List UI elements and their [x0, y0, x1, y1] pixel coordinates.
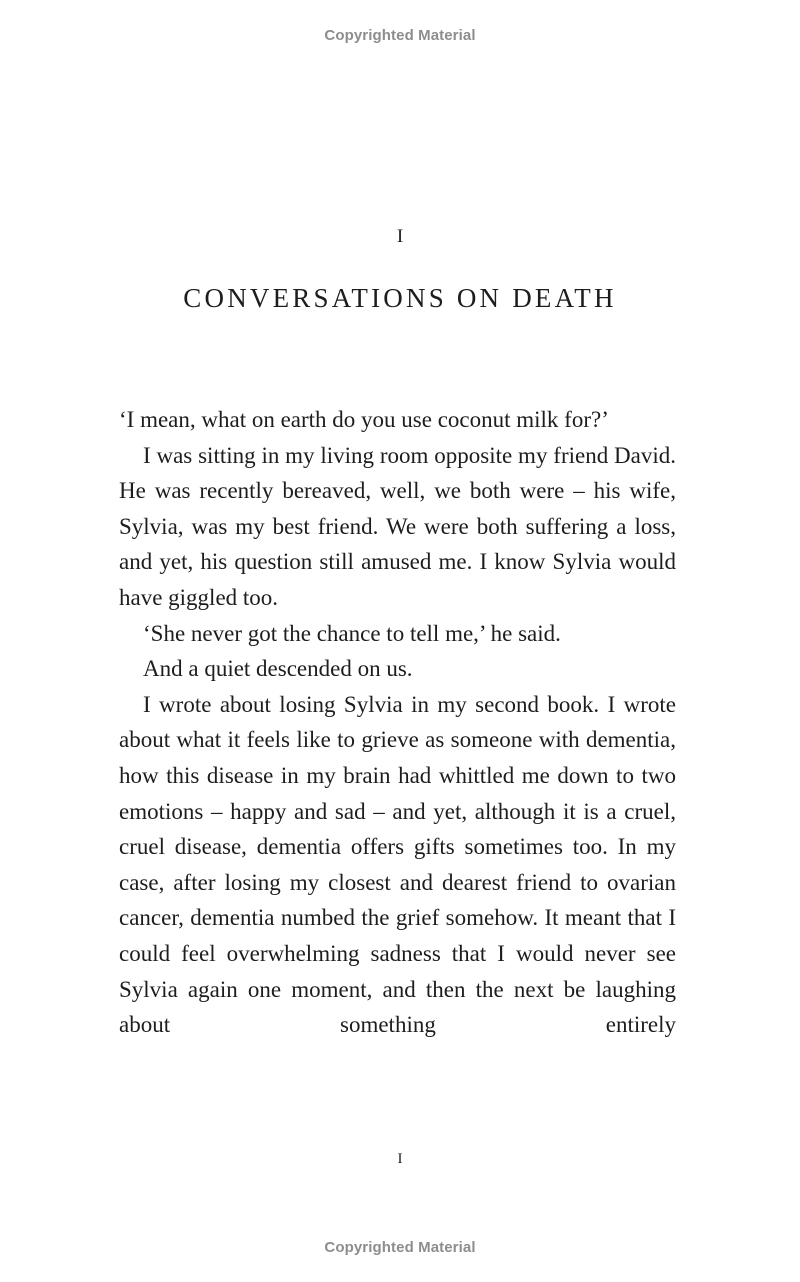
chapter-title: CONVERSATIONS ON DEATH — [183, 283, 617, 313]
paragraph: ‘I mean, what on earth do you use coconut milk for?’ — [119, 407, 609, 432]
chapter-number: I — [396, 226, 404, 247]
copyright-watermark-bottom: Copyrighted Material — [324, 1239, 476, 1256]
paragraph: And a quiet descended on us. — [143, 656, 413, 682]
page-number: I — [397, 1151, 403, 1167]
paragraph: I wrote about losing Sylvia in my second book. I wrote about what it feels like to grieve as someone with dementia, how this disease in my brain had whittled me down to two emotions – happy and sad – and yet, although it is a cruel, cruel disease, dementia offers gifts sometimes too. In my case, after losing my closest and dearest friend to ovarian cancer, dementia numbed the grief somehow. It meant that I could feel overwhelming sadness that I would never see Sylvia again one moment, and then the next be laughing about something entirely — [119, 691, 676, 1038]
paragraph: ‘She never got the chance to tell me,’ he said. — [143, 620, 561, 646]
paragraph: I was sitting in my living room opposite my friend David. He was recently bereaved, well, we both were – his wife, Sylvia, was my best friend. We were both suffering a loss, and yet, his question still amused me. I know Sylvia would have giggled too. — [119, 442, 676, 610]
body-text — [119, 402, 676, 1043]
copyright-watermark-top: Copyrighted Material — [324, 27, 476, 44]
